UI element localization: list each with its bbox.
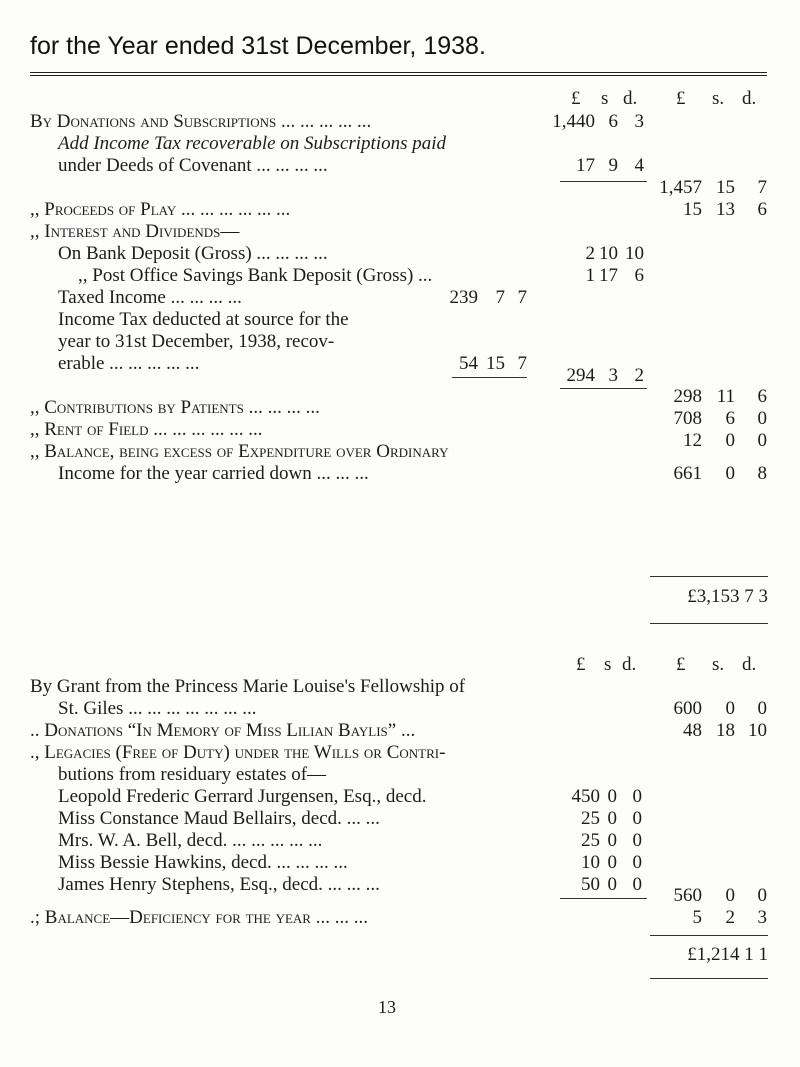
amount-pounds: 12	[683, 430, 702, 451]
line-legacies-cont: butions from residuary estates of—	[58, 764, 327, 785]
amount-pounds: 50	[581, 874, 600, 895]
amount-pence: 0	[757, 698, 767, 719]
amount-pounds: 294	[566, 365, 595, 386]
line-taxed-income: Taxed Income ... ... ... ...	[58, 287, 242, 308]
amount-pence: 7	[517, 353, 527, 374]
amount-pounds: 600	[673, 698, 702, 719]
amount-shillings: 17	[599, 265, 618, 286]
rule	[452, 377, 527, 378]
amount-pounds: 2	[585, 243, 595, 264]
amount-shillings: 0	[725, 698, 735, 719]
header-sub-shillings: s	[601, 88, 609, 109]
amount-shillings: 15	[486, 353, 505, 374]
line-income-tax: Income Tax deducted at source for the	[58, 309, 349, 330]
header-main-pounds: £	[676, 654, 686, 675]
title-rule	[30, 75, 767, 76]
header-sub-pounds: £	[576, 654, 586, 675]
amount-pounds: 661	[673, 463, 702, 484]
line-grant: By Grant from the Princess Marie Louise's Fellowship of	[30, 676, 466, 697]
line-donations-memory: .. Donations “In Memory of Miss Lilian Baylis” ...	[30, 720, 416, 741]
rule	[650, 623, 768, 624]
page-number: 13	[378, 997, 396, 1017]
line-post-office: ,, Post Office Savings Bank Deposit (Gross) ...	[78, 265, 433, 286]
line-legacy-stephens: James Henry Stephens, Esq., decd. ... ... ...	[58, 874, 380, 895]
amount-pounds: 25	[581, 808, 600, 829]
amount-shillings: 10	[599, 243, 618, 264]
amount-shillings: 6	[725, 408, 735, 429]
rule	[560, 181, 647, 182]
line-legacy-jurgensen: Leopold Frederic Gerrard Jurgensen, Esq., decd.	[58, 786, 427, 807]
line-balance-deficiency: .; Balance—Deficiency for the year ... ... ...	[30, 907, 368, 928]
amount-pounds: 54	[459, 353, 478, 374]
amount-shillings: 11	[716, 386, 735, 407]
amount-shillings: 2	[725, 907, 735, 928]
amount-pence: 10	[625, 243, 644, 264]
rule	[560, 388, 647, 389]
amount-shillings: 0	[725, 430, 735, 451]
amount-shillings: 15	[716, 177, 735, 198]
amount-pence: 10	[748, 720, 767, 741]
header-sub-pounds: £	[571, 88, 581, 109]
amount-shillings: 0	[607, 852, 617, 873]
amount-shillings: 3	[608, 365, 618, 386]
amount-pence: 6	[634, 265, 644, 286]
amount-pence: 0	[632, 786, 642, 807]
amount-pounds: 560	[673, 885, 702, 906]
line-legacies: ., Legacies (Free of Duty) under the Wills or Contri-	[30, 742, 446, 763]
amount-shillings: 0	[607, 786, 617, 807]
amount-pence: 0	[632, 852, 642, 873]
line-income-tax-cont: erable ... ... ... ... ...	[58, 353, 200, 374]
amount-shillings: 0	[607, 808, 617, 829]
amount-pounds: 450	[571, 786, 600, 807]
amount-shillings: 0	[607, 874, 617, 895]
header-sub-pence: d.	[623, 88, 638, 109]
amount-pence: 0	[632, 808, 642, 829]
amount-pounds: 1	[585, 265, 595, 286]
amount-shillings: 7	[495, 287, 505, 308]
amount-pounds: 25	[581, 830, 600, 851]
line-interest-dividends: ,, Interest and Dividends—	[30, 221, 240, 242]
amount-pence: 0	[757, 885, 767, 906]
amount-pounds: 298	[673, 386, 702, 407]
amount-pence: 6	[757, 199, 767, 220]
line-add-tax: Add Income Tax recoverable on Subscriptions paid	[58, 133, 447, 154]
header-sub-shillings: s	[604, 654, 612, 675]
amount-pence: 2	[634, 365, 644, 386]
amount-pence: 7	[757, 177, 767, 198]
amount-shillings: 0	[607, 830, 617, 851]
grand-total: £1,214 1 1	[687, 944, 768, 965]
amount-shillings: 0	[725, 463, 735, 484]
amount-pence: 3	[634, 111, 644, 132]
amount-pounds: 15	[683, 199, 702, 220]
line-grant-cont: St. Giles ... ... ... ... ... ... ...	[58, 698, 257, 719]
amount-pounds: 1,457	[659, 177, 702, 198]
amount-shillings: 0	[725, 885, 735, 906]
grand-total: £3,153 7 3	[687, 586, 768, 607]
amount-pounds: 708	[673, 408, 702, 429]
line-balance-excess: ,, Balance, being excess of Expenditure over Ordinary	[30, 441, 449, 462]
amount-shillings: 9	[608, 155, 618, 176]
rule	[560, 898, 647, 899]
amount-pounds: 1,440	[552, 111, 595, 132]
title-rule	[30, 72, 767, 73]
amount-pence: 0	[757, 430, 767, 451]
header-main-shillings: s.	[712, 88, 725, 109]
amount-pence: 0	[757, 408, 767, 429]
rule	[650, 935, 768, 936]
amount-shillings: 18	[716, 720, 735, 741]
amount-pounds: 5	[692, 907, 702, 928]
header-main-pence: d.	[742, 654, 757, 675]
amount-pence: 8	[757, 463, 767, 484]
amount-pence: 0	[632, 874, 642, 895]
amount-pence: 7	[517, 287, 527, 308]
line-bank-deposit: On Bank Deposit (Gross) ... ... ... ...	[58, 243, 328, 264]
line-balance-excess-cont: Income for the year carried down ... ... ...	[58, 463, 369, 484]
amount-shillings: 13	[716, 199, 735, 220]
line-legacy-hawkins: Miss Bessie Hawkins, decd. ... ... ... ...	[58, 852, 348, 873]
line-legacy-bellairs: Miss Constance Maud Bellairs, decd. ... ...	[58, 808, 380, 829]
amount-pence: 0	[632, 830, 642, 851]
line-proceeds-play: ,, Proceeds of Play ... ... ... ... ... ...	[30, 199, 291, 220]
header-main-pounds: £	[676, 88, 686, 109]
amount-pounds: 48	[683, 720, 702, 741]
line-income-tax-cont: year to 31st December, 1938, recov-	[58, 331, 335, 352]
amount-shillings: 6	[608, 111, 618, 132]
amount-pounds: 239	[449, 287, 478, 308]
line-contributions-patients: ,, Contributions by Patients ... ... ... ...	[30, 397, 320, 418]
line-legacy-bell: Mrs. W. A. Bell, decd. ... ... ... ... ...	[58, 830, 323, 851]
header-main-shillings: s.	[712, 654, 725, 675]
header-sub-pence: d.	[622, 654, 637, 675]
rule	[650, 576, 768, 577]
amount-pence: 4	[634, 155, 644, 176]
amount-pounds: 10	[581, 852, 600, 873]
header-main-pence: d.	[742, 88, 757, 109]
amount-pence: 6	[757, 386, 767, 407]
page-title: for the Year ended 31st December, 1938.	[30, 32, 486, 60]
amount-pounds: 17	[576, 155, 595, 176]
line-donations: By Donations and Subscriptions ... ... ... ... ...	[30, 111, 372, 132]
amount-pence: 3	[757, 907, 767, 928]
line-rent-field: ,, Rent of Field ... ... ... ... ... ...	[30, 419, 263, 440]
line-add-tax-cont: under Deeds of Covenant ... ... ... ...	[58, 155, 328, 176]
rule	[650, 978, 768, 979]
